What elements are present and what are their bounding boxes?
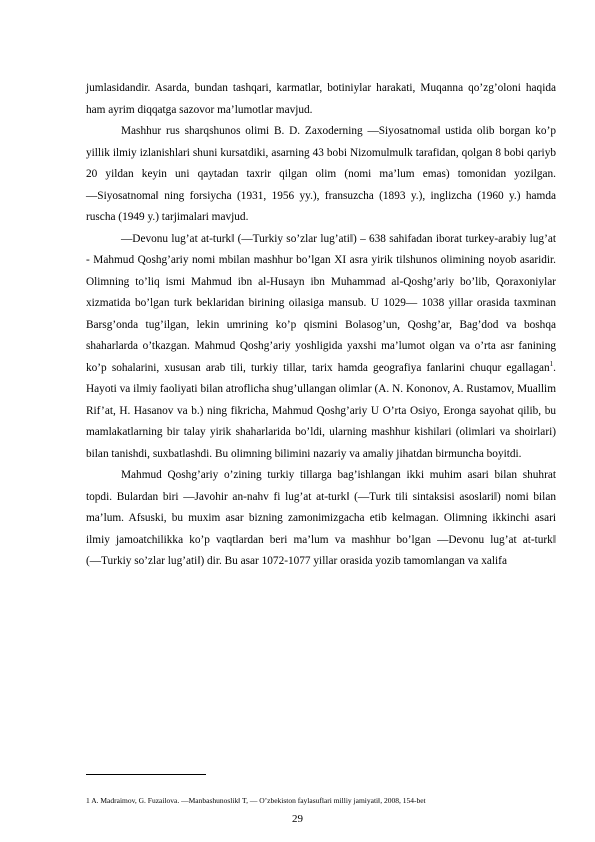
paragraph-2: Mashhur rus sharqshunos olimi B. D. Zaxoderning ―Siyosatnoma‖ ustida olib borgan ko’p yillik ilmiy izlanishlari shuni kursatdiki, asarning 43 bobi Nizomulmulk tarafidan, qolgan 8 bobi qariyb 20 yildan keyin uni qaytadan taxrir qilgan olim (nomi ma’lum emas) tomonidan yozilgan. ―Siyosatnoma‖ ning forsiycha (1931, 1956 yy.), fransuzcha (1893 y.), inglizcha (1960 y.) hamda ruscha (1949 y.) tarjimalari mavjud. [86, 125, 556, 223]
footnote-reference[interactable]: 1 [549, 359, 554, 368]
paragraph-3-text-a: ―Devonu lug’at at-turk‖ (―Turkiy so’zlar lug’ati‖) – 638 sahifadan iborat turkey-arabiy lug’at - Mahmud Qoshg’ariy nomi mbilan mashhur bo’lgan XI asra yirik tilshunos olimining noyob asaridir. Olimning to’liq ismi Mahmud ibn al-Husayn ibn Muhammad al-Qoshg’ariy bo’lib, Qoraxoniylar xizmatida bo’lgan turk beklaridan birining oilasiga mansub. U 1029— 1038 yillar orasida taxminan Barsg’onda tug’ilgan, lekin umrining ko’p qismini Bolasog’un, Qoshg’ar, Bag’dod va boshqa shaharlarda o’tkazgan. Mahmud Qoshg’ariy yoshligida yaxshi ma’lumot olgan va o’rta asr fanining ko’p sohalarini, xususan arab tili, turkiy tillar, tarix hamda geografiya fanlarini chuqur egallagan [86, 232, 556, 374]
paragraph-4: Mahmud Qoshg’ariy o’zining turkiy tillarga bag’ishlangan ikki muhim asari bilan shuhrat topdi. Bulardan biri ―Javohir an-nahv fi lug’at at-turk‖ (―Turk tili sintaksisi asoslari‖) nomi bilan ma’lum. Afsuski, bu muxim asar bizning zamonimizgacha etib kelmagan. Olimning ikkinchi asari ilmiy jamoatchilikka ko’p vaqtlardan beri ma’lum va mashhur bo’lgan ―Devonu lug’at at-turk‖ (―Turkiy so’zlar lug’ati‖) dir. Bu asar 1072-1077 yillar orasida yozib tamomlangan va xalifa [86, 469, 556, 567]
paragraph-1: jumlasidandir. Asarda, bundan tashqari, karmatlar, botiniylar harakati, Muqanna qo’zg’oloni haqida ham ayrim diqqatga sazovor ma’lumotlar mavjud. [86, 82, 556, 116]
paragraph-3-text-b: . Hayoti va ilmiy faoliyati bilan atroflicha shug’ullangan olimlar (A. N. Kononov, A. Rustamov, Muallim Rif’at, H. Hasanov va b.) ning fikricha, Mahmud Qoshg’ariy U O’rta Osiyo, Eronga sayohat qilib, bu mamlakatlarning bir talay yirik shaharlarida bo’ldi, ularning mashhur kishilari (olimlari va shoirlari) bilan tanishdi, suxbatlashdi. Bu olimning bilimini nazariy va amaliy jihatdan birmuncha boyitdi. [86, 361, 556, 460]
page-number: 29 [292, 813, 303, 825]
body-text [86, 78, 556, 573]
footnote: 1 A. Madraimov, G. Fuzailova. ―Manbashunoslik‖ T, ― O’zbekiston faylasuflari milliy jamiyati‖, 2008, 154-bet [86, 796, 426, 805]
paragraph-3 [86, 229, 556, 466]
footnote-divider [86, 774, 206, 775]
